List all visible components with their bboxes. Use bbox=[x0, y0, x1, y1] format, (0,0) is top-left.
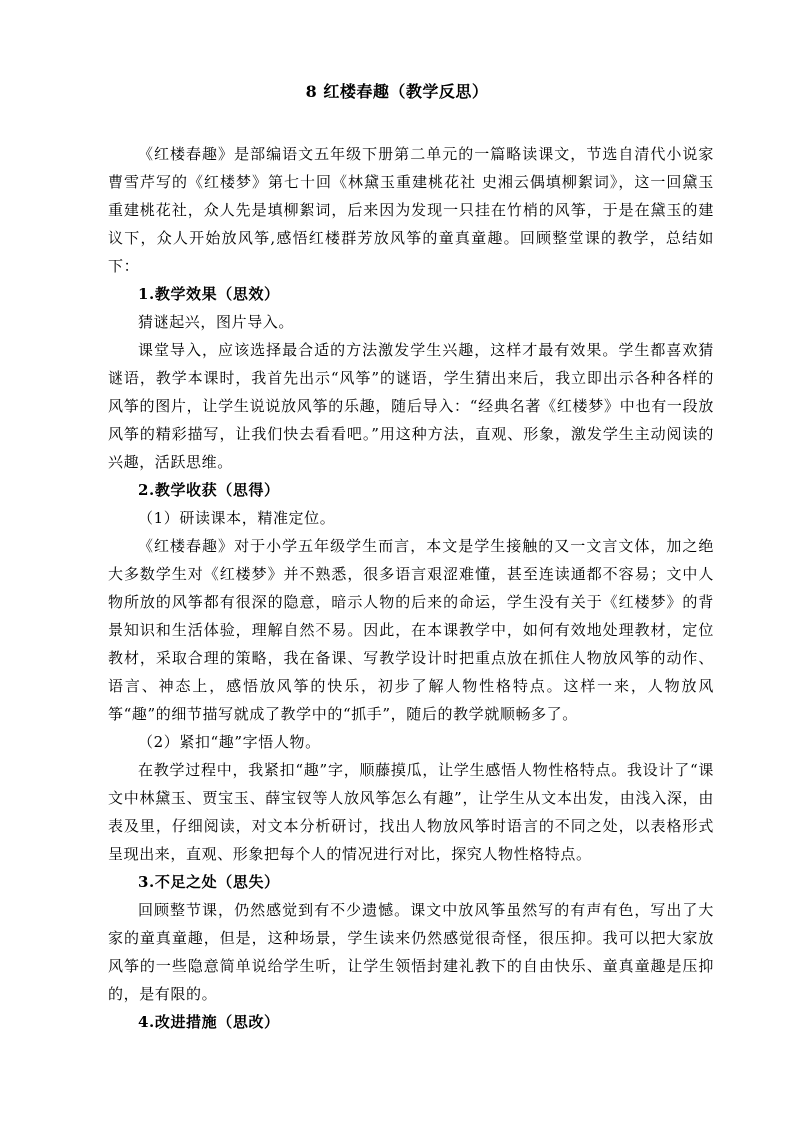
subheading: （2）紧扣“趣”字悟人物。 bbox=[138, 733, 321, 751]
document-body bbox=[108, 140, 714, 1036]
intro-paragraph: 《红楼春趣》是部编语文五年级下册第二单元的一篇略读课文，节选自清代小说家曹雪芹写的《红楼梦》第七十回《林黛玉重建桃花社 史湘云偶填柳絮词》，这一回黛玉重建桃花社，众人先是填柳絮词，后来因为发现一只挂在竹梢的风筝，于是在黛玉的建议下，众人开始放风筝,感悟红楼群芳放风筝的童真童趣。回顾整堂课的教学，总结如下： bbox=[108, 145, 714, 275]
paragraph: 猜谜起兴，图片导入。 bbox=[138, 313, 295, 331]
subheading: （1）研读课本，精准定位。 bbox=[138, 509, 336, 527]
section-heading-shortcomings: 3.不足之处（思失） bbox=[138, 873, 280, 891]
section-heading-gains: 2.教学收获（思得） bbox=[138, 481, 280, 499]
document-title: 8 红楼春趣（教学反思） bbox=[305, 82, 489, 101]
paragraph: 回顾整节课，仍然感觉到有不少遗憾。课文中放风筝虽然写的有声有色，写出了大家的童真童趣，但是，这种场景，学生读来仍然感觉很奇怪，很压抑。我可以把大家放风筝的一些隐意简单说给学生听，让学生领悟封建礼教下的自由快乐、童真童趣是压抑的，是有限的。 bbox=[108, 901, 714, 1003]
section-heading-improvements: 4.改进措施（思改） bbox=[138, 1013, 280, 1031]
paragraph: 《红楼春趣》对于小学五年级学生而言，本文是学生接触的又一文言文体，加之绝大多数学生对《红楼梦》并不熟悉，很多语言艰涩难懂，甚至连读通都不容易；文中人物所放的风筝都有很深的隐意，暗示人物的后来的命运，学生没有关于《红楼梦》的背景知识和生活体验，理解自然不易。因此，在本课教学中，如何有效地处理教材，定位教材，采取合理的策略，我在备课、写教学设计时把重点放在抓住人物放风筝的动作、语言、神态上，感悟放风筝的快乐，初步了解人物性格特点。这样一来，人物放风筝“趣”的细节描写就成了教学中的“抓手”，随后的教学就顺畅多了。 bbox=[108, 537, 714, 723]
paragraph: 在教学过程中，我紧扣“趣”字，顺藤摸瓜，让学生感悟人物性格特点。我设计了“课文中林黛玉、贾宝玉、薛宝钗等人放风筝怎么有趣”，让学生从文本出发，由浅入深，由表及里，仔细阅读，对文本分析研讨，找出人物放风筝时语言的不同之处，以表格形式呈现出来，直观、形象把每个人的情况进行对比，探究人物性格特点。 bbox=[108, 761, 714, 863]
paragraph: 课堂导入，应该选择最合适的方法激发学生兴趣，这样才最有效果。学生都喜欢猜谜语，教学本课时，我首先出示“风筝”的谜语，学生猜出来后，我立即出示各种各样的风筝的图片，让学生说说放风筝的乐趣，随后导入：“经典名著《红楼梦》中也有一段放风筝的精彩描写，让我们快去看看吧。”用这种方法，直观、形象，激发学生主动阅读的兴趣，活跃思维。 bbox=[108, 341, 714, 471]
section-heading-effect: 1.教学效果（思效） bbox=[138, 285, 280, 303]
